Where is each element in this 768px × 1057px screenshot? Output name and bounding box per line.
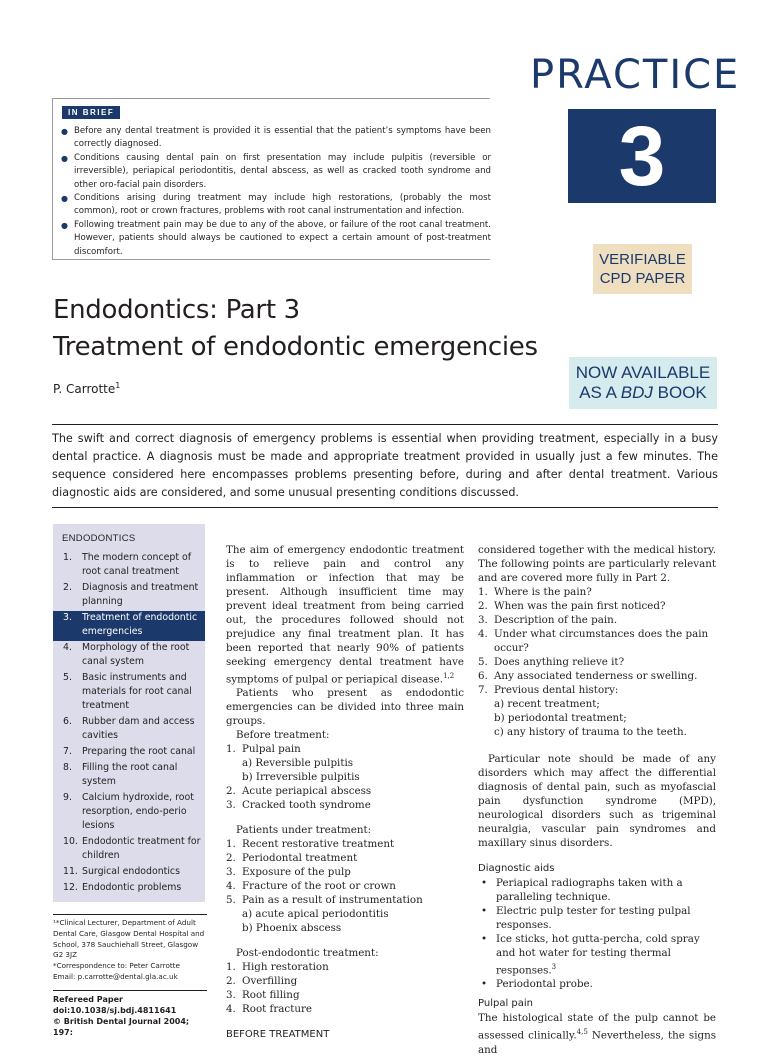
list-number: 3.: [226, 989, 236, 1002]
under-treatment-list: [226, 837, 464, 935]
post-treatment-list: [226, 960, 464, 1016]
body-column-2: [478, 543, 716, 1057]
list-number: 1.: [478, 586, 488, 598]
list-subitem: c) any history of trauma to the teeth.: [494, 726, 687, 738]
series-item-label: Treatment of endodontic emergencies: [82, 612, 198, 637]
list-item: [478, 599, 716, 613]
list-subitem: b) Irreversible pulpitis: [242, 771, 360, 784]
list-subitem: b) Phoenix abscess: [242, 922, 342, 935]
list-item: [226, 837, 464, 851]
list-text: Pain as a result of instrumentation: [242, 894, 423, 907]
paragraph-text: The aim of emergency endodontic treatment is to relieve pain and control any inflammation or infection that may be present. Although insufficient time may prevent ideal treatment from being carried out, the procedures followed should not prejudice any final treatment plan. It has been reported that nearly 90% of patients seeking emergency dental treatment have symptoms of pulpal or periapical disease.: [226, 544, 464, 686]
section-number: 3: [568, 109, 716, 203]
list-text: Root filling: [242, 989, 300, 1002]
copyright: © British Dental Journal 2004; 197:: [53, 1017, 190, 1037]
list-text: Recent restorative treatment: [242, 838, 395, 851]
list-item: [226, 784, 464, 798]
list-number: 5.: [478, 656, 488, 668]
series-item-number: 4.: [63, 642, 72, 653]
book-journal: BDJ: [620, 383, 653, 402]
doi-link[interactable]: doi:10.1038/sj.bdj.4811641: [53, 1006, 177, 1015]
list-text: High restoration: [242, 961, 329, 974]
cpd-line-1: VERIFIABLE: [599, 251, 686, 268]
list-item: [226, 988, 464, 1002]
book-suffix: BOOK: [652, 383, 707, 402]
list-text: Any associated tenderness or swelling.: [494, 670, 698, 682]
title-line-2: Treatment of endodontic emergencies: [53, 332, 538, 362]
bullet-text: Ice sticks, hot gutta-percha, cold spray and hot water for testing thermal responses.: [496, 933, 700, 977]
list-item: [226, 960, 464, 974]
paragraph: Particular note should be made of any disorders which may affect the differential diagnosis of dental pain, such as myofascial pain dysfunction syndrome (MPD), neurological disorders such as trigeminal neuralgia, vascular pain syndromes and maxillary sinus disorders.: [478, 753, 716, 849]
list-number: 6.: [478, 670, 488, 682]
series-item-number: 7.: [63, 746, 72, 757]
series-item-number: 8.: [63, 762, 72, 773]
list-subitem: b) periodontal treatment;: [494, 712, 627, 724]
list-text: When was the pain first noticed?: [494, 600, 666, 612]
series-item-number: 6.: [63, 716, 72, 727]
list-item: [226, 865, 464, 879]
bullet-item: • Periapical radiographs taken with a paralleling technique.: [478, 876, 716, 904]
list-number: 7.: [478, 684, 488, 696]
list-heading: Post-endodontic treatment:: [236, 947, 379, 960]
list-text: Description of the pain.: [494, 614, 618, 626]
list-text: Periodontal treatment: [242, 852, 358, 865]
citation-mark: 4,5: [576, 1028, 588, 1037]
list-number: 5.: [226, 894, 236, 907]
series-item[interactable]: [53, 881, 205, 897]
list-item: [478, 585, 716, 599]
list-text: Exposure of the pulp: [242, 866, 351, 879]
bullet-item: • Periodontal probe.: [478, 977, 716, 991]
series-item-label: Endodontic problems: [82, 882, 182, 893]
list-item: [226, 851, 464, 865]
list-subitem: a) Reversible pulpitis: [242, 757, 354, 770]
list-item: [478, 613, 716, 627]
series-item[interactable]: [53, 745, 205, 761]
series-item-label: Filling the root canal system: [82, 762, 178, 787]
section-heading: BEFORE TREATMENT: [226, 1029, 330, 1041]
list-number: 1.: [226, 838, 236, 851]
author-footnote-mark: 1: [115, 381, 121, 390]
list-text: Pulpal pain: [242, 743, 301, 756]
in-brief-item: ● Conditions arising during treatment may include high restorations, (probably the most common), root or crown fractures, problems with root canal instrumentation and infection.: [61, 192, 491, 219]
before-treatment-list: [226, 742, 464, 812]
series-item-number: 9.: [63, 792, 72, 803]
cpd-badge[interactable]: [593, 244, 692, 294]
book-badge[interactable]: [569, 357, 717, 409]
in-brief-item: ● Before any dental treatment is provided it is essential that the patient’s symptoms have been correctly diagnosed.: [61, 125, 491, 152]
list-subitem: a) acute apical periodontitis: [242, 908, 389, 921]
series-item-label: Calcium hydroxide, root resorption, endo-perio lesions: [82, 792, 194, 831]
series-item[interactable]: [53, 715, 205, 745]
list-number: 4.: [478, 628, 488, 640]
series-sidebar: [53, 524, 205, 902]
list-number: 2.: [478, 600, 488, 612]
citation-mark: 3: [551, 963, 557, 971]
series-item-label: Morphology of the root canal system: [82, 642, 190, 667]
abstract: The swift and correct diagnosis of emergency problems is essential when providing treatment, especially in a busy dental practice. A diagnosis must be made and appropriate treatment provided in usually just a few minutes. The sequence considered here encompasses problems presenting before, during and after dental treatment. Various diagnostic aids are considered, and some unusual presenting conditions discussed.: [52, 432, 718, 499]
series-item[interactable]: [53, 581, 205, 611]
in-brief-tag: IN BRIEF: [62, 106, 120, 119]
series-item-number: 3.: [63, 612, 72, 623]
author-affiliation: [53, 914, 207, 983]
list-item: [226, 974, 464, 988]
list-number: 4.: [226, 880, 236, 893]
paragraph: [226, 543, 464, 686]
paragraph-text: Nevertheless, the signs and: [478, 1029, 717, 1056]
series-item-current[interactable]: [53, 611, 205, 641]
paragraph-text: The histological state of the pulp cannot be assessed clinically.: [478, 1012, 716, 1042]
list-number: 2.: [226, 785, 236, 798]
list-item: [478, 655, 716, 669]
affiliation-address: ¹*Clinical Lecturer, Department of Adult Dental Care, Glasgow Dental Hospital and School, 378 Sauchiehall Street, Glasgow G2 3JZ: [53, 918, 205, 960]
divider: [52, 507, 718, 508]
list-text: Cracked tooth syndrome: [242, 799, 371, 812]
series-item[interactable]: [53, 835, 205, 865]
list-number: 4.: [226, 1003, 236, 1016]
list-text: Where is the pain?: [494, 586, 592, 598]
series-item[interactable]: [53, 865, 205, 881]
list-number: 2.: [226, 975, 236, 988]
list-text: Overfilling: [242, 975, 298, 988]
series-item-number: 11.: [63, 866, 78, 877]
list-item: [478, 683, 716, 697]
list-heading: Before treatment:: [236, 729, 330, 742]
author: [53, 381, 120, 396]
book-line-2: [569, 383, 717, 403]
section-label: PRACTICE: [530, 52, 741, 98]
refereed-label: Refereed Paper: [53, 995, 123, 1004]
list-text: Does anything relieve it?: [494, 656, 625, 668]
paragraph: [478, 1011, 716, 1056]
list-item: [226, 893, 464, 907]
citation-block: [53, 990, 207, 1038]
in-brief-item: ● Following treatment pain may be due to any of the above, or failure of the root canal treatment. However, patients should always be cautioned to expect a certain amount of post-treatment discomfort.: [61, 219, 491, 259]
series-item-label: Endodontic treatment for children: [82, 836, 201, 861]
list-number: 3.: [226, 799, 236, 812]
author-name: P. Carrotte: [53, 382, 116, 396]
list-text: Previous dental history:: [494, 684, 619, 696]
series-item[interactable]: [53, 791, 205, 835]
list-number: 1.: [226, 743, 236, 756]
bullet-item: [478, 932, 716, 977]
list-text: Fracture of the root or crown: [242, 880, 396, 893]
series-item-number: 2.: [63, 582, 72, 593]
list-number: 3.: [226, 866, 236, 879]
list-text: Root fracture: [242, 1003, 312, 1016]
section-heading: Pulpal pain: [478, 998, 533, 1010]
book-line-1: NOW AVAILABLE: [575, 363, 711, 382]
article-title: [53, 292, 573, 366]
series-item-label: Surgical endodontics: [82, 866, 180, 877]
in-brief-list: [61, 125, 491, 259]
series-item-label: Preparing the root canal: [82, 746, 196, 757]
series-item-number: 5.: [63, 672, 72, 683]
series-item-label: Diagnosis and treatment planning: [82, 582, 199, 607]
affiliation-email[interactable]: Email: p.carrotte@dental.gla.ac.uk: [53, 971, 178, 981]
list-number: 2.: [226, 852, 236, 865]
list-text: Under what circumstances does the pain occur?: [494, 628, 709, 654]
series-item-number: 12.: [63, 882, 78, 893]
list-text: Acute periapical abscess: [242, 785, 372, 798]
list-item: [226, 879, 464, 893]
list-item: [226, 798, 464, 812]
diagnostic-aids-list: [478, 876, 716, 991]
bullet-item: • Electric pulp tester for testing pulpal responses.: [478, 904, 716, 932]
list-item: [226, 1002, 464, 1016]
divider: [52, 424, 718, 425]
list-item: [478, 627, 716, 655]
list-number: 3.: [478, 614, 488, 626]
in-brief-box: [52, 98, 490, 260]
series-item[interactable]: [53, 641, 205, 671]
affiliation-correspondence: *Correspondence to: Peter Carrotte: [53, 961, 180, 971]
paragraph: Patients who present as endodontic emergencies can be divided into three main groups.: [226, 687, 464, 728]
series-item-number: 10.: [63, 836, 78, 847]
series-item-label: The modern concept of root canal treatment: [82, 552, 192, 577]
series-list: [53, 551, 205, 897]
series-item-label: Basic instruments and materials for root canal treatment: [82, 672, 192, 711]
list-number: 1.: [226, 961, 236, 974]
list-item: [478, 669, 716, 683]
question-list: [478, 585, 716, 739]
section-heading: Diagnostic aids: [478, 863, 555, 874]
book-prefix: AS A: [579, 383, 621, 402]
cpd-line-2: CPD PAPER: [599, 270, 686, 287]
series-item[interactable]: [53, 761, 205, 791]
list-subitem: a) recent treatment;: [494, 698, 600, 710]
series-heading: ENDODONTICS: [62, 533, 136, 544]
series-item-label: Rubber dam and access cavities: [82, 716, 195, 741]
series-item[interactable]: [53, 671, 205, 715]
series-item[interactable]: [53, 551, 205, 581]
citation-mark: 1,2: [443, 672, 455, 680]
body-column-1: [226, 543, 464, 1042]
list-heading: Patients under treatment:: [236, 824, 372, 837]
series-item-number: 1.: [63, 552, 72, 563]
paragraph: considered together with the medical history. The following points are particularly relevant and are covered more fully in Part 2.: [478, 544, 716, 584]
title-line-1: Endodontics: Part 3: [53, 295, 300, 325]
in-brief-item: ● Conditions causing dental pain on first presentation may include pulpitis (reversible or irreversible), periapical periodontitis, dental abscess, as well as cracked tooth syndrome and other oro-facial pain disorders.: [61, 152, 491, 192]
list-item: [226, 742, 464, 756]
